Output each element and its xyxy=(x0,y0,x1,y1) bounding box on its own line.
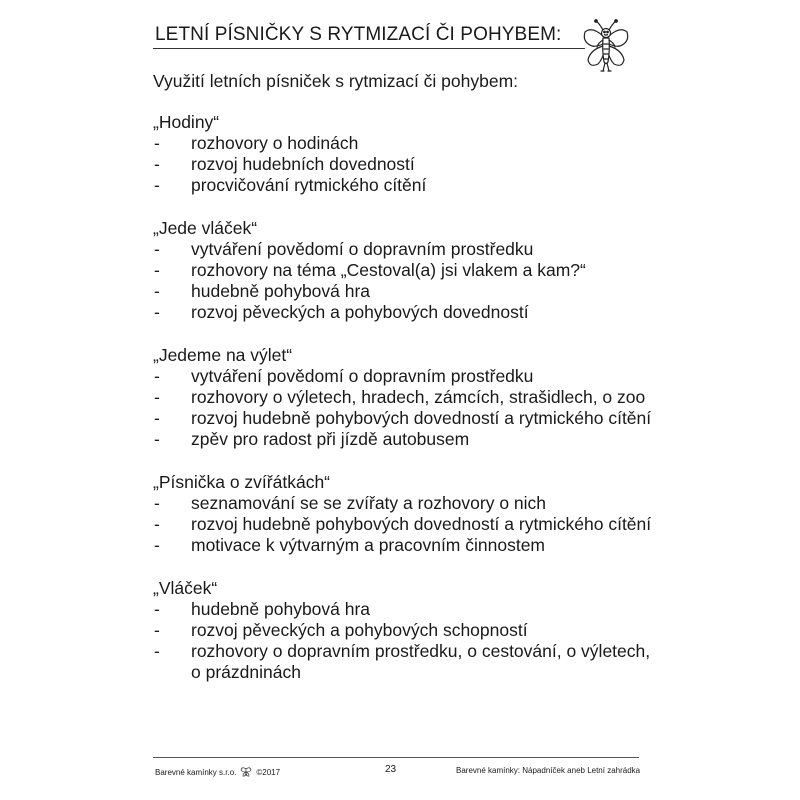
list-item-text: vytváření povědomí o dopravním prostředku xyxy=(191,366,534,386)
list-dash: - xyxy=(154,260,160,280)
list-item xyxy=(153,408,653,429)
list-item-text: rozvoj hudebních dovedností xyxy=(191,154,415,174)
list-item xyxy=(153,620,653,641)
list-item xyxy=(153,302,653,323)
copyright-text: ©2017 xyxy=(256,767,281,777)
list-item-text-continued: o prázdninách xyxy=(191,662,301,682)
song-section-pisnicka-o-viratkach xyxy=(153,472,653,556)
song-section-hodiny xyxy=(153,112,653,196)
list-dash: - xyxy=(154,281,160,301)
list-item-text: rozvoj hudebně pohybových dovedností a rytmického cítění xyxy=(191,408,652,428)
list-dash: - xyxy=(154,154,160,174)
list-dash: - xyxy=(154,620,160,640)
list-item-text: rozhovory o výletech, hradech, zámcích, strašidlech, o zoo xyxy=(191,387,646,407)
list-item-text: motivace k výtvarným a pracovním činnostem xyxy=(191,535,546,555)
song-title: „Vláček“ xyxy=(153,578,218,598)
list-item xyxy=(153,239,653,260)
list-item xyxy=(153,387,653,408)
footer-publisher xyxy=(155,766,280,778)
list-item xyxy=(153,366,653,387)
list-dash: - xyxy=(154,535,160,555)
list-item xyxy=(153,514,653,535)
list-item-text: rozvoj hudebně pohybových dovedností a rytmického cítění xyxy=(191,514,652,534)
header-divider xyxy=(153,48,585,49)
list-item xyxy=(153,599,653,620)
list-item xyxy=(153,175,653,196)
list-item-text: rozhovory na téma „Cestoval(a) jsi vlakem a kam?“ xyxy=(191,260,586,280)
song-title: „Jedeme na výlet“ xyxy=(153,345,293,365)
butterfly-icon xyxy=(582,18,630,76)
page-title: LETNÍ PÍSNIČKY S RYTMIZACÍ ČI POHYBEM: xyxy=(155,24,562,45)
song-section-vlacek xyxy=(153,578,653,683)
list-item xyxy=(153,154,653,175)
book-title: Barevné kamínky: Nápadníček aneb Letní zahrádka xyxy=(456,766,641,775)
list-dash: - xyxy=(154,302,160,322)
list-item xyxy=(153,260,653,281)
page-number: 23 xyxy=(385,764,397,775)
list-item xyxy=(153,133,653,154)
list-dash: - xyxy=(154,429,160,449)
list-item-text: vytváření povědomí o dopravním prostředku xyxy=(191,239,534,259)
list-item-text: procvičování rytmického cítění xyxy=(191,175,427,195)
song-section-jede-vlacek xyxy=(153,218,653,323)
list-item-text: rozhovory o hodinách xyxy=(191,133,359,153)
list-item-text: rozhovory o dopravním prostředku, o cestování, o výletech, xyxy=(191,641,651,661)
butterfly-icon xyxy=(240,766,252,778)
list-item xyxy=(153,281,653,302)
list-dash: - xyxy=(154,599,160,619)
list-item-text: zpěv pro radost při jízdě autobusem xyxy=(191,429,470,449)
list-item-text: hudebně pohybová hra xyxy=(191,599,371,619)
page-content xyxy=(153,71,653,705)
publisher-name: Barevné kamínky s.r.o. xyxy=(155,767,237,777)
song-title: „Jede vláček“ xyxy=(153,218,258,238)
song-title: „Hodiny“ xyxy=(153,112,220,132)
list-dash: - xyxy=(154,493,160,513)
list-item-text: seznamování se se zvířaty a rozhovory o nich xyxy=(191,493,547,513)
list-dash: - xyxy=(154,239,160,259)
list-dash: - xyxy=(154,387,160,407)
intro-text: Využití letních písniček s rytmizací či pohybem: xyxy=(153,71,519,91)
list-dash: - xyxy=(154,641,160,661)
list-item xyxy=(153,535,653,556)
list-item-text: rozvoj pěveckých a pohybových schopností xyxy=(191,620,528,640)
song-title: „Písnička o zvířátkách“ xyxy=(153,472,330,492)
list-item xyxy=(153,429,653,450)
list-item-text: rozvoj pěveckých a pohybových dovedností xyxy=(191,302,529,322)
list-dash: - xyxy=(154,133,160,153)
list-item-text: hudebně pohybová hra xyxy=(191,281,371,301)
list-item xyxy=(153,641,653,683)
list-item xyxy=(153,493,653,514)
footer-divider xyxy=(153,757,639,758)
list-dash: - xyxy=(154,366,160,386)
list-dash: - xyxy=(154,514,160,534)
song-section-jedeme-na-vylet xyxy=(153,345,653,450)
list-dash: - xyxy=(154,408,160,428)
list-dash: - xyxy=(154,175,160,195)
